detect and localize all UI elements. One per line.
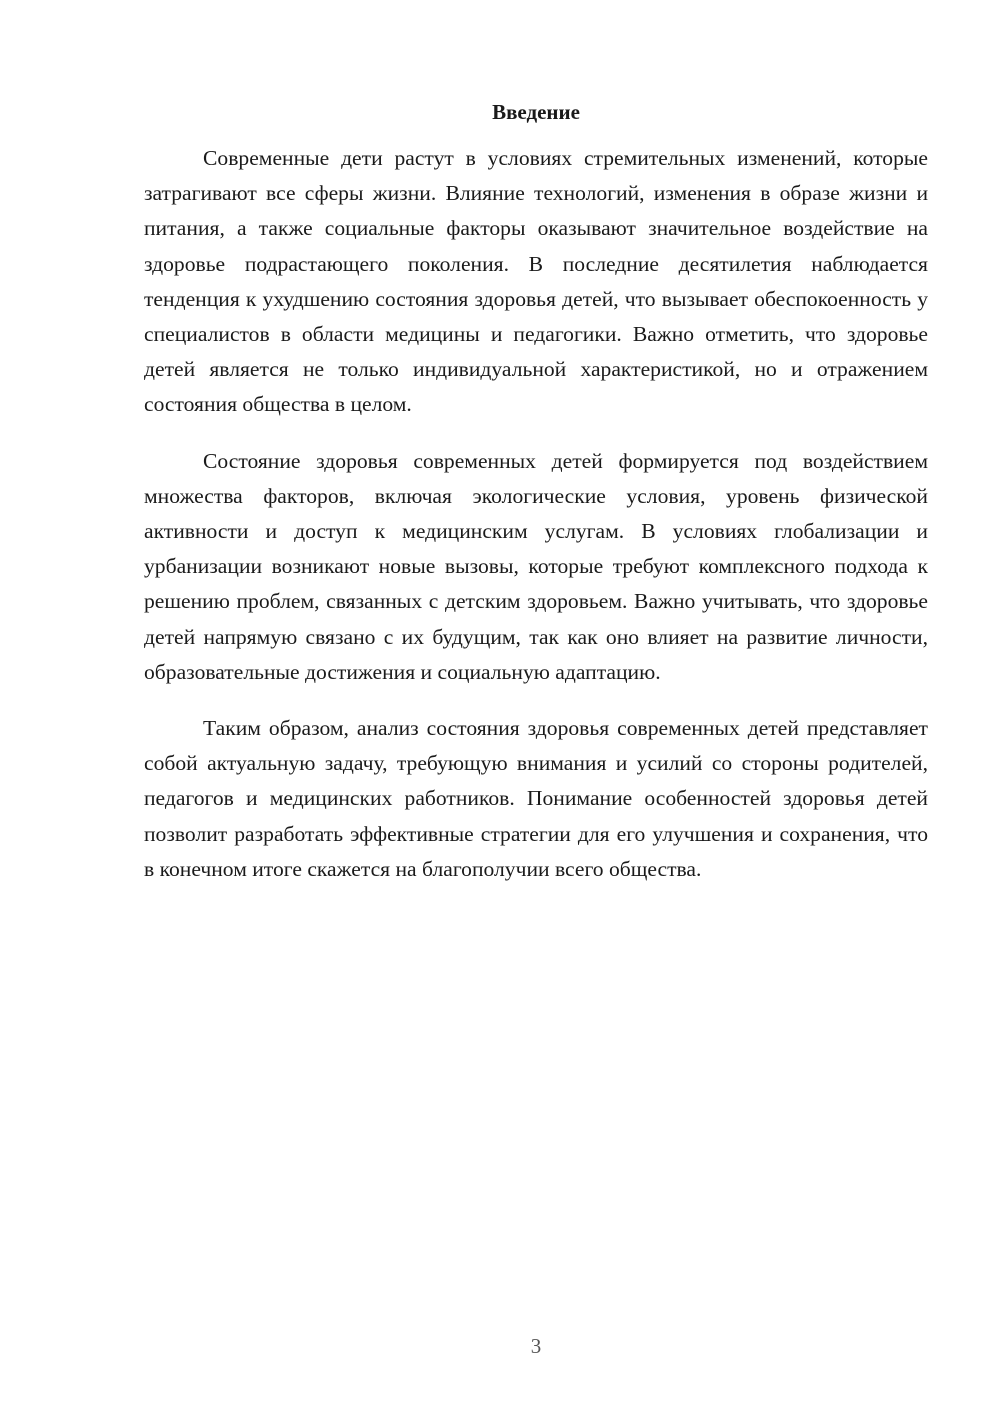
paragraph-1: Современные дети растут в условиях стремительных изменений, которые затрагивают все сферы жизни. Влияние технологий, изменения в образе жизни и питания, а также социальные факторы оказывают значительное воздействие на здоровье подрастающего поколения. В последние десятилетия наблюдается тенденция к ухудшению состояния здоровья детей, что вызывает обеспокоенность у специалистов в области медицины и педагогики. Важно отметить, что здоровье детей является не только индивидуальной характеристикой, но и отражением состояния общества в целом.	[144, 146, 928, 417]
paragraph-2: Состояние здоровья современных детей формируется под воздействием множества факторов, включая экологические условия, уровень физической активности и доступ к медицинским услугам. В условиях глобализации и урбанизации возникают новые вызовы, которые требуют комплексного подхода к решению проблем, связанных с детским здоровьем. Важно учитывать, что здоровье детей напрямую связано с их будущим, так как оно влияет на развитие личности, образовательные достижения и социальную адаптацию.	[144, 448, 928, 684]
body-text	[144, 141, 928, 908]
paragraph-3: Таким образом, анализ состояния здоровья современных детей представляет собой актуальную задачу, требующую внимания и усилий со стороны родителей, педагогов и медицинских работников. Понимание особенностей здоровья детей позволит разработать эффективные стратегии для его улучшения и сохранения, что в конечном итоге скажется на благополучии всего общества.	[144, 716, 928, 881]
page-title: Введение	[492, 100, 580, 124]
page-number: 3	[530, 1334, 542, 1358]
